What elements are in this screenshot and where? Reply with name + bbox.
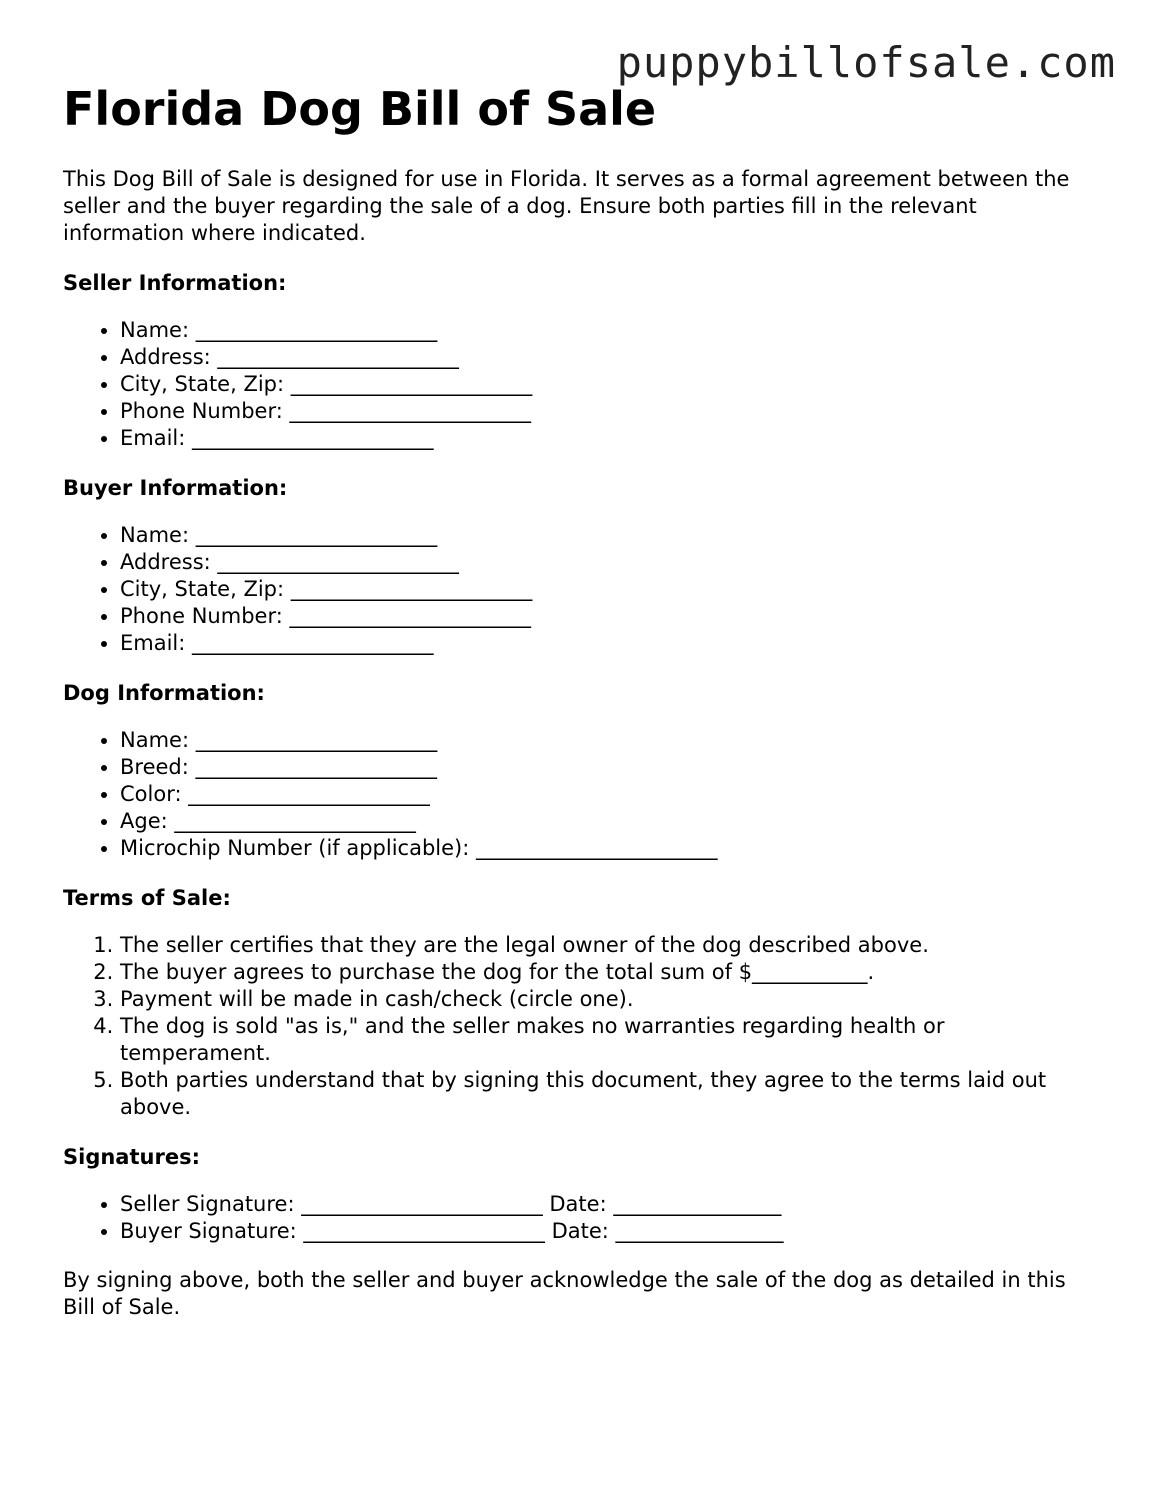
term-item: 2. The buyer agrees to purchase the dog for the total sum of $___________. bbox=[120, 959, 1093, 986]
seller-phone-field: • Phone Number: _______________________ bbox=[120, 398, 1093, 425]
document-body bbox=[63, 80, 1093, 1321]
buyer-address-field: • Address: _______________________ bbox=[120, 549, 1093, 576]
dog-age-field: • Age: _______________________ bbox=[120, 808, 1093, 835]
terms-list bbox=[63, 932, 1093, 1121]
buyer-heading: Buyer Information: bbox=[63, 476, 288, 500]
buyer-email-field: • Email: _______________________ bbox=[120, 630, 1093, 657]
intro-paragraph: This Dog Bill of Sale is designed for use in Florida. It serves as a formal agreement between the seller and the buyer regarding the sale of a dog. Ensure both parties fill in the relevant information where indicated. bbox=[63, 167, 1070, 245]
term-item: 1. The seller certifies that they are the legal owner of the dog described above. bbox=[120, 932, 1093, 959]
buyer-city-state-zip-field: • City, State, Zip: _______________________ bbox=[120, 576, 1093, 603]
seller-signature-line: • Seller Signature: _______________________ Date: ________________ bbox=[120, 1191, 1093, 1218]
terms-heading: Terms of Sale: bbox=[63, 886, 231, 910]
seller-city-state-zip-field: • City, State, Zip: _______________________ bbox=[120, 371, 1093, 398]
seller-heading: Seller Information: bbox=[63, 271, 287, 295]
dog-color-field: • Color: _______________________ bbox=[120, 781, 1093, 808]
term-item: 3. Payment will be made in cash/check (circle one). bbox=[120, 986, 1093, 1013]
term-item: 4. The dog is sold "as is," and the seller makes no warranties regarding health or temperament. bbox=[120, 1013, 1093, 1067]
closing-paragraph: By signing above, both the seller and buyer acknowledge the sale of the dog as detailed in this Bill of Sale. bbox=[63, 1268, 1066, 1319]
buyer-name-field: • Name: _______________________ bbox=[120, 522, 1093, 549]
dog-breed-field: • Breed: _______________________ bbox=[120, 754, 1093, 781]
dog-microchip-field: • Microchip Number (if applicable): _______________________ bbox=[120, 835, 1093, 862]
signatures-heading: Signatures: bbox=[63, 1145, 200, 1169]
seller-name-field: • Name: _______________________ bbox=[120, 317, 1093, 344]
term-item: 5. Both parties understand that by signing this document, they agree to the terms laid out above. bbox=[120, 1067, 1093, 1121]
buyer-list bbox=[63, 522, 1093, 657]
seller-email-field: • Email: _______________________ bbox=[120, 425, 1093, 452]
dog-list bbox=[63, 727, 1093, 862]
seller-address-field: • Address: _______________________ bbox=[120, 344, 1093, 371]
dog-name-field: • Name: _______________________ bbox=[120, 727, 1093, 754]
buyer-phone-field: • Phone Number: _______________________ bbox=[120, 603, 1093, 630]
dog-heading: Dog Information: bbox=[63, 681, 265, 705]
site-watermark: puppybillofsale.com bbox=[616, 38, 1116, 87]
page-title: Florida Dog Bill of Sale bbox=[63, 82, 657, 136]
signatures-list bbox=[63, 1191, 1093, 1245]
seller-list bbox=[63, 317, 1093, 452]
buyer-signature-line: • Buyer Signature: _______________________ Date: ________________ bbox=[120, 1218, 1093, 1245]
